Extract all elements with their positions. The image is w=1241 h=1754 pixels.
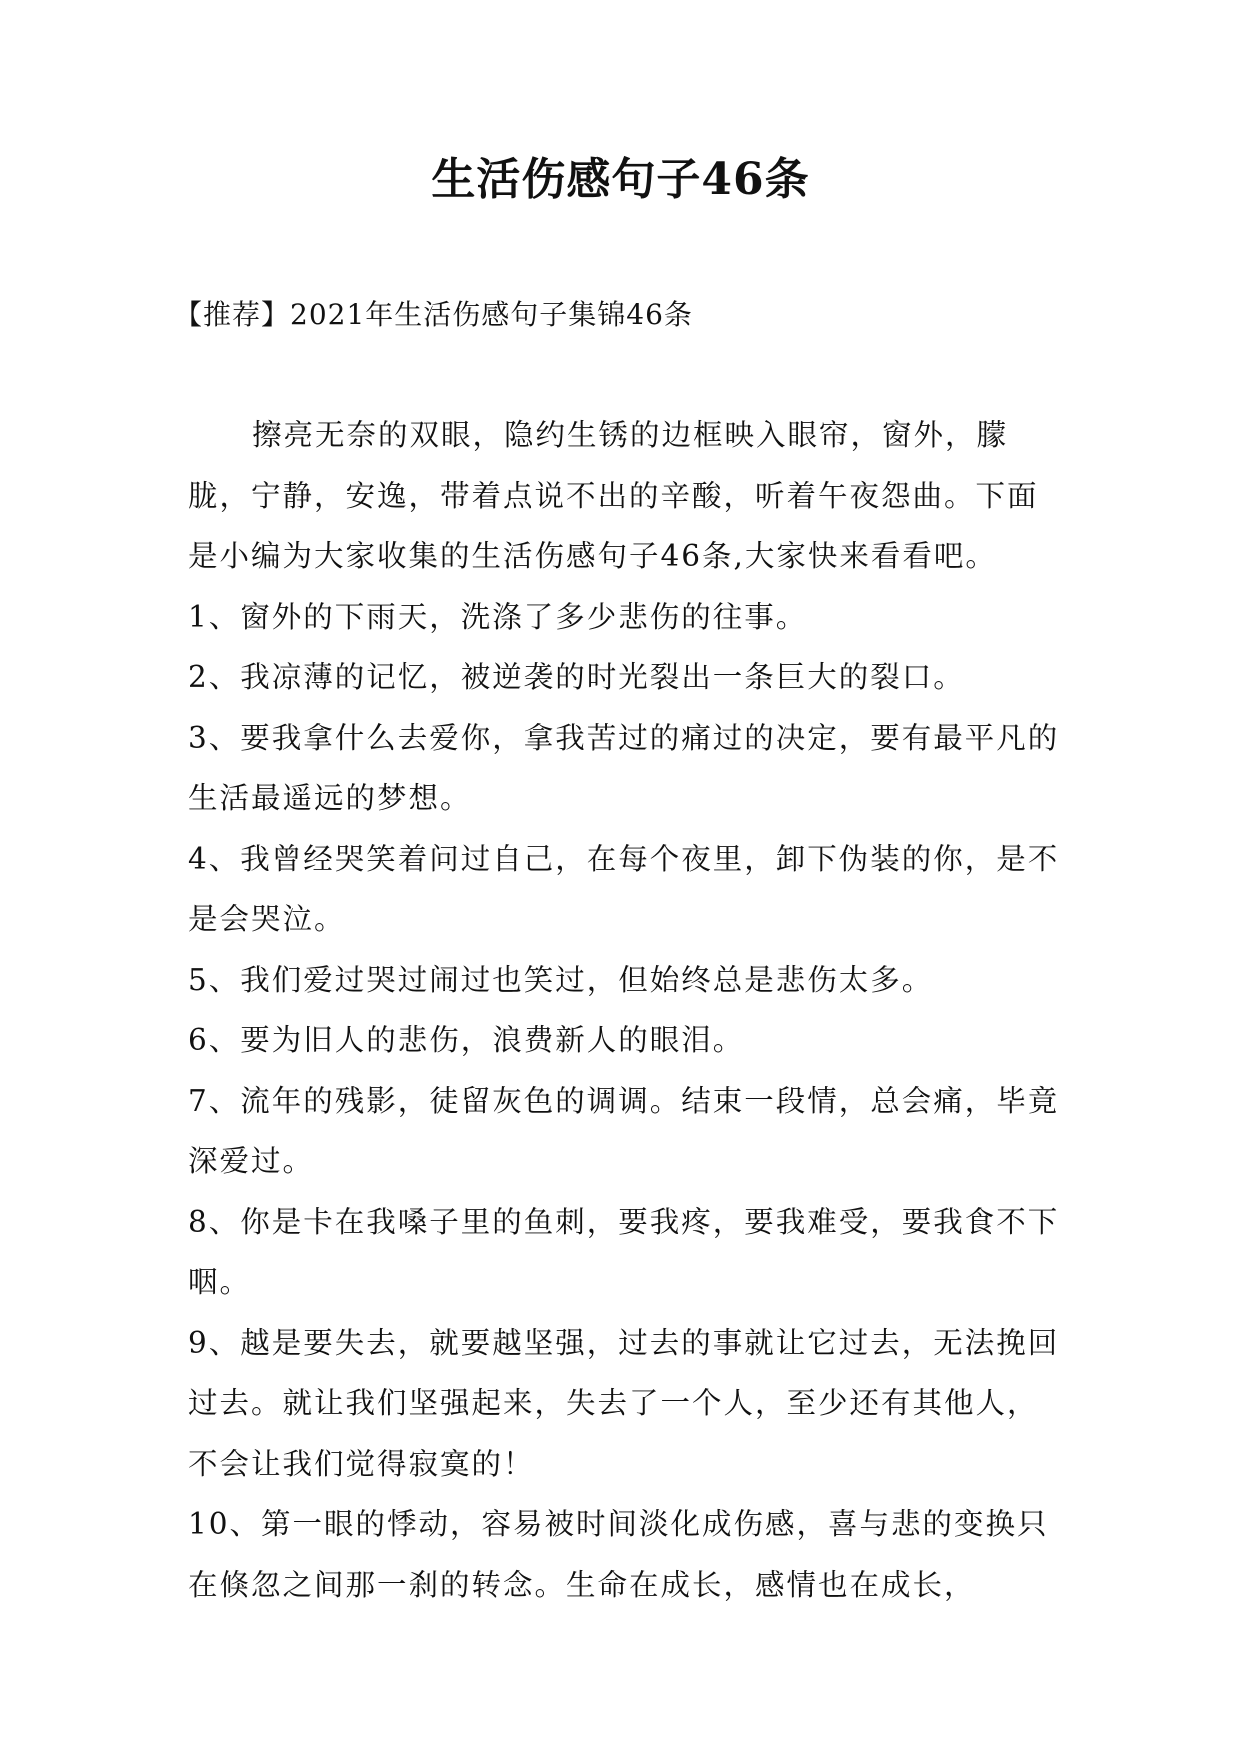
page-title: 生活伤感句子46条: [431, 154, 810, 205]
list-item: 8、你是卡在我嗓子里的鱼刺，要我疼，要我难受，要我食不下咽。: [188, 1204, 1060, 1299]
list-item: 5、我们爱过哭过闹过也笑过，但始终总是悲伤太多。: [188, 962, 934, 997]
list-item: 6、要为旧人的悲伤，浪费新人的眼泪。: [188, 1023, 745, 1057]
document-body: [188, 405, 1068, 1615]
list-item: 2、我凉薄的记忆，被逆袭的时光裂出一条巨大的裂口。: [188, 660, 965, 694]
list-item: 3、要我拿什么去爱你，拿我苦过的痛过的决定，要有最平凡的生活最遥远的梦想。: [188, 720, 1060, 815]
list-item: 7、流年的残影，徒留灰色的调调。结束一段情，总会痛，毕竟深爱过。: [188, 1083, 1060, 1178]
list-item: 4、我曾经哭笑着问过自己，在每个夜里，卸下伪装的你，是不是会哭泣。: [188, 841, 1060, 936]
list-item: 10、第一眼的悸动，容易被时间淡化成伤感，喜与悲的变换只在倏忽之间那一刹的转念。生命在成长，感情也在成长，: [188, 1507, 1049, 1602]
document-subtitle: 【推荐】2021年生活伤感句子集锦46条: [174, 298, 693, 331]
list-item: 9、越是要失去，就要越坚强，过去的事就让它过去，无法挽回过去。就让我们坚强起来，失去了一个人，至少还有其他人，不会让我们觉得寂寞的！: [188, 1325, 1060, 1481]
intro-paragraph: 擦亮无奈的双眼，隐约生锈的边框映入眼帘，窗外，朦胧，宁静，安逸，带着点说不出的辛酸，听着午夜怨曲。下面是小编为大家收集的生活伤感句子46条,大家快来看看吧。: [188, 418, 1039, 573]
list-item: 1、窗外的下雨天，洗涤了多少悲伤的往事。: [188, 599, 808, 634]
